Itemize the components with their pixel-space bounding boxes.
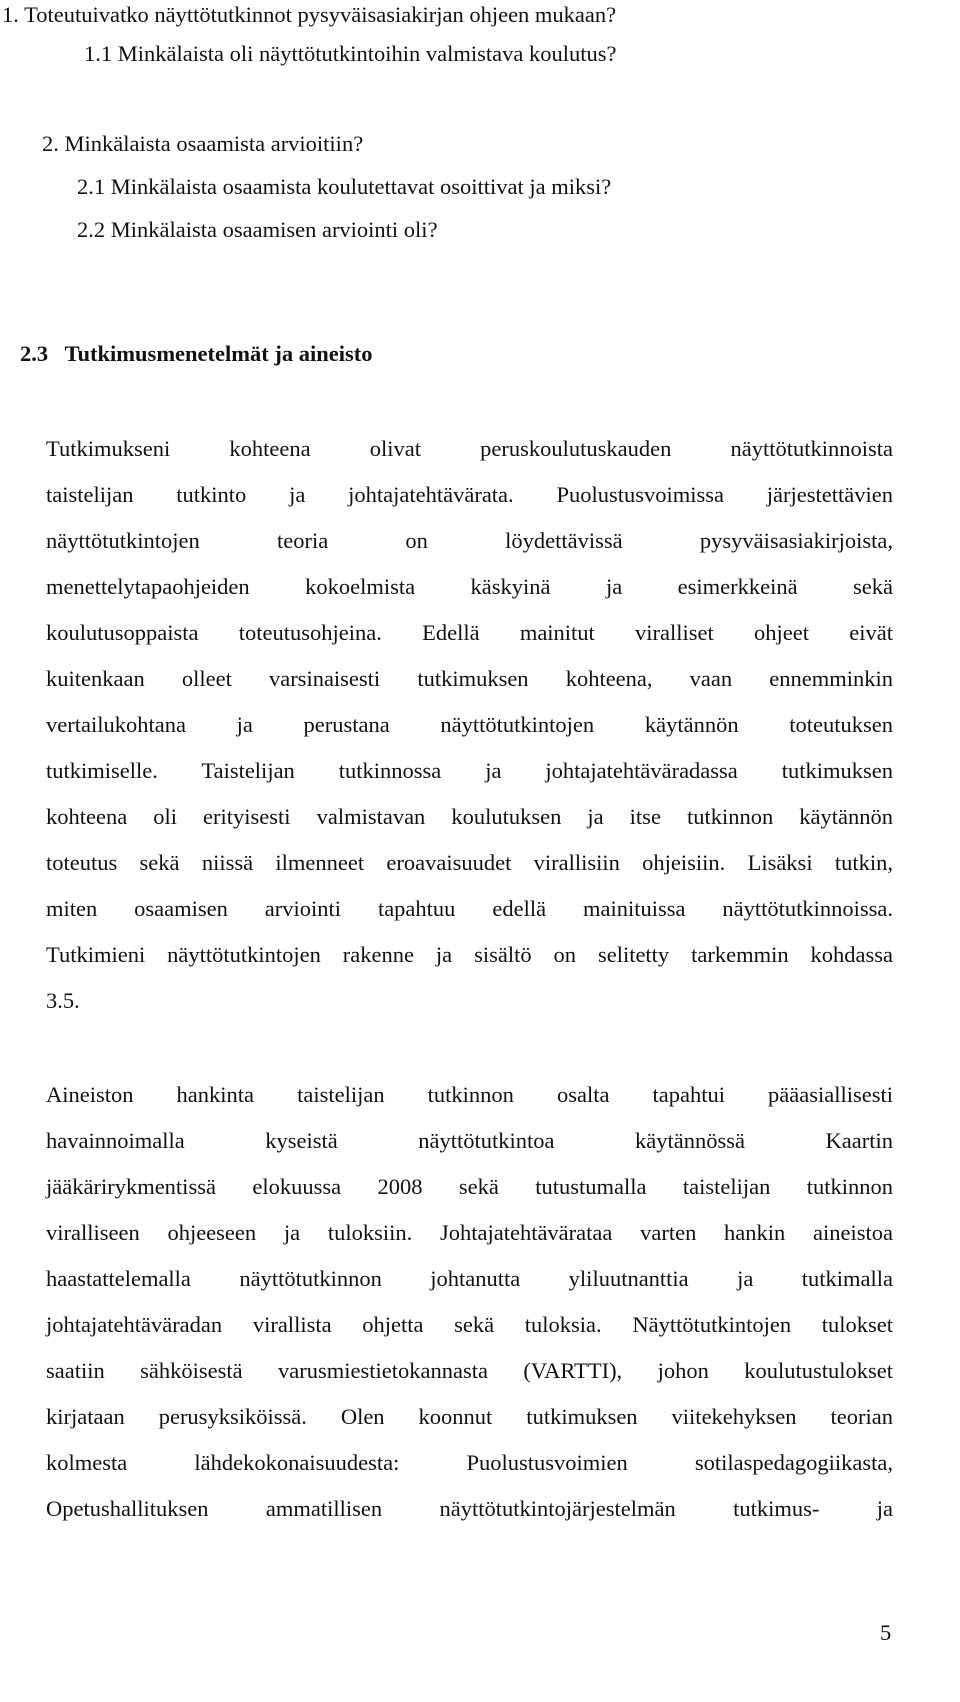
paragraph2-line: Aineiston hankinta taistelijan tutkinnon osalta tapahtui pääasiallisesti <box>46 1082 893 1107</box>
question-2: 2. Minkälaista osaamista arvioitiin? <box>42 131 364 156</box>
paragraph1-line: näyttötutkintojen teoria on löydettävissä pysyväisasiakirjoista, <box>46 528 893 553</box>
paragraph2-line: kolmesta lähdekokonaisuudesta: Puolustusvoimien sotilaspedagogiikasta, <box>46 1450 893 1475</box>
paragraph2-line: jääkärirykmentissä elokuussa 2008 sekä tutustumalla taistelijan tutkinnon <box>46 1174 893 1199</box>
paragraph1-line: Tutkimukseni kohteena olivat peruskoulutuskauden näyttötutkinnoista <box>46 436 893 461</box>
paragraph1-line: tutkimiselle. Taistelijan tutkinnossa ja johtajatehtäväradassa tutkimuksen <box>46 758 893 783</box>
paragraph1-line: Tutkimieni näyttötutkintojen rakenne ja sisältö on selitetty tarkemmin kohdassa <box>46 942 893 967</box>
question-2-1: 2.1 Minkälaista osaamista koulutettavat osoittivat ja miksi? <box>77 174 612 199</box>
question-2-2: 2.2 Minkälaista osaamisen arviointi oli? <box>77 217 438 242</box>
paragraph1-line: kuitenkaan olleet varsinaisesti tutkimuksen kohteena, vaan ennemminkin <box>46 666 893 691</box>
paragraph1-line: toteutus sekä niissä ilmenneet eroavaisuudet virallisiin ohjeisiin. Lisäksi tutkin, <box>46 850 893 875</box>
paragraph2-line: havainnoimalla kyseistä näyttötutkintoa käytännössä Kaartin <box>46 1128 893 1153</box>
paragraph2-line: haastattelemalla näyttötutkinnon johtanutta yliluutnanttia ja tutkimalla <box>46 1266 893 1291</box>
paragraph2-line: Opetushallituksen ammatillisen näyttötutkintojärjestelmän tutkimus- ja <box>46 1496 893 1521</box>
paragraph1-line: miten osaamisen arviointi tapahtuu edellä mainituissa näyttötutkinnoissa. <box>46 896 893 921</box>
paragraph1-line: taistelijan tutkinto ja johtajatehtävärata. Puolustusvoimissa järjestettävien <box>46 482 893 507</box>
paragraph2-line: viralliseen ohjeeseen ja tuloksiin. Johtajatehtävärataa varten hankin aineistoa <box>46 1220 893 1245</box>
page-number: 5 <box>880 1620 892 1645</box>
paragraph1-line: kohteena oli erityisesti valmistavan koulutuksen ja itse tutkinnon käytännön <box>46 804 893 829</box>
paragraph2-line: saatiin sähköisestä varusmiestietokannasta (VARTTI), johon koulutustulokset <box>46 1358 893 1383</box>
paragraph1-line: menettelytapaohjeiden kokoelmista käskyinä ja esimerkkeinä sekä <box>46 574 893 599</box>
section-heading: 2.3 Tutkimusmenetelmät ja aineisto <box>20 341 373 366</box>
question-1: 1. Toteutuivatko näyttötutkinnot pysyväisasiakirjan ohjeen mukaan? <box>2 2 617 27</box>
paragraph1-line-last: 3.5. <box>46 988 80 1013</box>
question-1-1: 1.1 Minkälaista oli näyttötutkintoihin valmistava koulutus? <box>84 41 617 66</box>
paragraph2-line: kirjataan perusyksiköissä. Olen koonnut tutkimuksen viitekehyksen teorian <box>46 1404 893 1429</box>
paragraph1-line: vertailukohtana ja perustana näyttötutkintojen käytännön toteutuksen <box>46 712 893 737</box>
paragraph1-line: koulutusoppaista toteutusohjeina. Edellä mainitut viralliset ohjeet eivät <box>46 620 893 645</box>
paragraph2-line: johtajatehtäväradan virallista ohjetta sekä tuloksia. Näyttötutkintojen tulokset <box>46 1312 893 1337</box>
